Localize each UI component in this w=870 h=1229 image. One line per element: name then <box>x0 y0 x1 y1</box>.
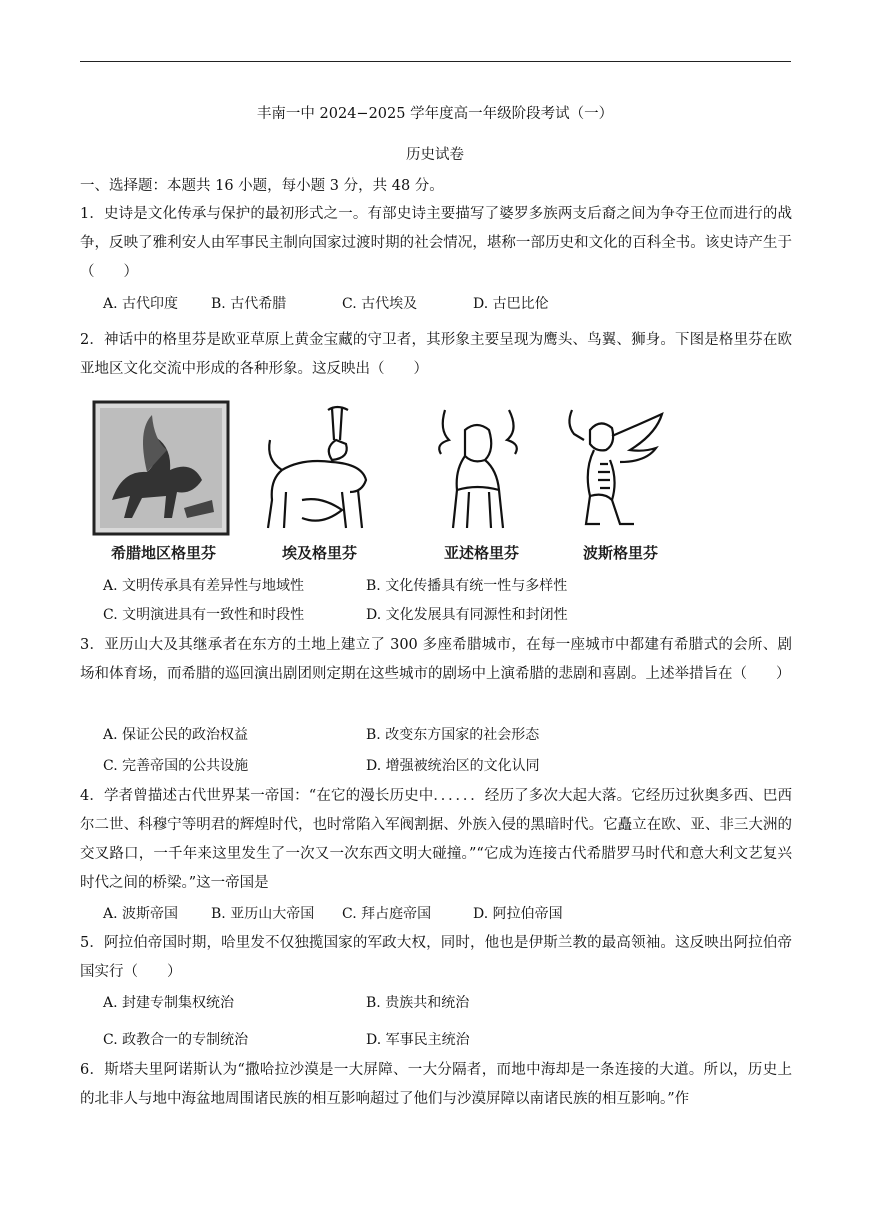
top-rule <box>80 61 791 62</box>
q2-option-c: C. 文明演进具有一致性和时段性 <box>103 607 305 623</box>
question-5-stem: 5．阿拉伯帝国时期，哈里发不仅独揽国家的军政大权，同时，他也是伊斯兰教的最高领袖。这反映出阿拉伯帝国实行（ ） <box>80 935 792 980</box>
q2-option-b: B. 文化传播具有统一性与多样性 <box>366 578 568 594</box>
figure-caption-persian: 波斯格里芬 <box>583 544 659 562</box>
q1-option-b: B. 古代希腊 <box>211 296 287 312</box>
egyptian-griffin-image <box>262 400 380 534</box>
question-1-stem: 1．史诗是文化传承与保护的最初形式之一。有部史诗主要描写了婆罗多族两支后裔之间为争夺王位而进行的战争，反映了雅利安人由军事民主制向国家过渡时期的社会情况，堪称一部历史和文化的百科全书。该史诗产生于（ ） <box>80 206 792 280</box>
q3-option-d: D. 增强被统治区的文化认同 <box>366 758 540 774</box>
q5-option-b: B. 贵族共和统治 <box>366 995 470 1011</box>
q1-option-c: C. 古代埃及 <box>342 296 418 312</box>
q3-option-c: C. 完善帝国的公共设施 <box>103 758 249 774</box>
figure-caption-egyptian: 埃及格里芬 <box>282 544 358 562</box>
q2-option-a: A. 文明传承具有差异性与地域性 <box>103 578 305 594</box>
q4-option-c: C. 拜占庭帝国 <box>342 906 432 922</box>
assyrian-griffin-image <box>425 400 531 534</box>
q4-option-d: D. 阿拉伯帝国 <box>473 906 563 922</box>
q1-option-d: D. 古巴比伦 <box>473 296 549 312</box>
greek-griffin-image <box>92 400 230 536</box>
question-3-stem: 3．亚历山大及其继承者在东方的土地上建立了 300 多座希腊城市，在每一座城市中都建有希腊式的会所、剧场和体育场，而希腊的巡回演出剧团则定期在这些城市的剧场中上演希腊的悲剧和喜剧。上述举措旨在（ ） <box>80 637 792 682</box>
question-6-stem: 6．斯塔夫里阿诺斯认为“撒哈拉沙漠是一大屏障、一大分隔者，而地中海却是一条连接的大道。所以，历史上的北非人与地中海盆地周围诸民族的相互影响超过了他们与沙漠屏障以南诸民族的相互影响。”作 <box>80 1062 792 1107</box>
exam-subject: 历史试卷 <box>406 147 464 163</box>
q4-option-b: B. 亚历山大帝国 <box>211 906 315 922</box>
q5-option-a: A. 封建专制集权统治 <box>103 995 235 1011</box>
section-heading: 一、选择题：本题共 16 小题，每小题 3 分，共 48 分。 <box>80 178 444 194</box>
q1-option-a: A. 古代印度 <box>103 296 179 312</box>
q3-option-b: B. 改变东方国家的社会形态 <box>366 727 540 743</box>
q5-option-d: D. 军事民主统治 <box>366 1032 470 1048</box>
q4-option-a: A. 波斯帝国 <box>103 906 179 922</box>
figure-caption-assyrian: 亚述格里芬 <box>444 544 520 562</box>
q3-option-a: A. 保证公民的政治权益 <box>103 727 249 743</box>
figure-caption-greek: 希腊地区格里芬 <box>111 544 217 562</box>
q5-option-c: C. 政教合一的专制统治 <box>103 1032 249 1048</box>
exam-title: 丰南一中 2024−2025 学年度高一年级阶段考试（一） <box>256 106 614 122</box>
question-4-stem: 4．学者曾描述古代世界某一帝国：“在它的漫长历史中．．．．．．经历了多次大起大落。它经历过狄奥多西、巴西尔二世、科穆宁等明君的辉煌时代，也时常陷入军阀割据、外族入侵的黑暗时代。它矗立在欧、亚、非三大洲的交叉路口，一千年来这里发生了一次又一次东西文明大碰撞。”“它成为连接古代希腊罗马时代和意大利文艺复兴时代之间的桥梁。”这一帝国是 <box>80 788 792 891</box>
q2-option-d: D. 文化发展具有同源性和封闭性 <box>366 607 568 623</box>
persian-griffin-image <box>560 400 670 534</box>
question-2-stem: 2．神话中的格里芬是欧亚草原上黄金宝藏的守卫者，其形象主要呈现为鹰头、鸟翼、狮身。下图是格里芬在欧亚地区文化交流中形成的各种形象。这反映出（ ） <box>80 332 792 377</box>
